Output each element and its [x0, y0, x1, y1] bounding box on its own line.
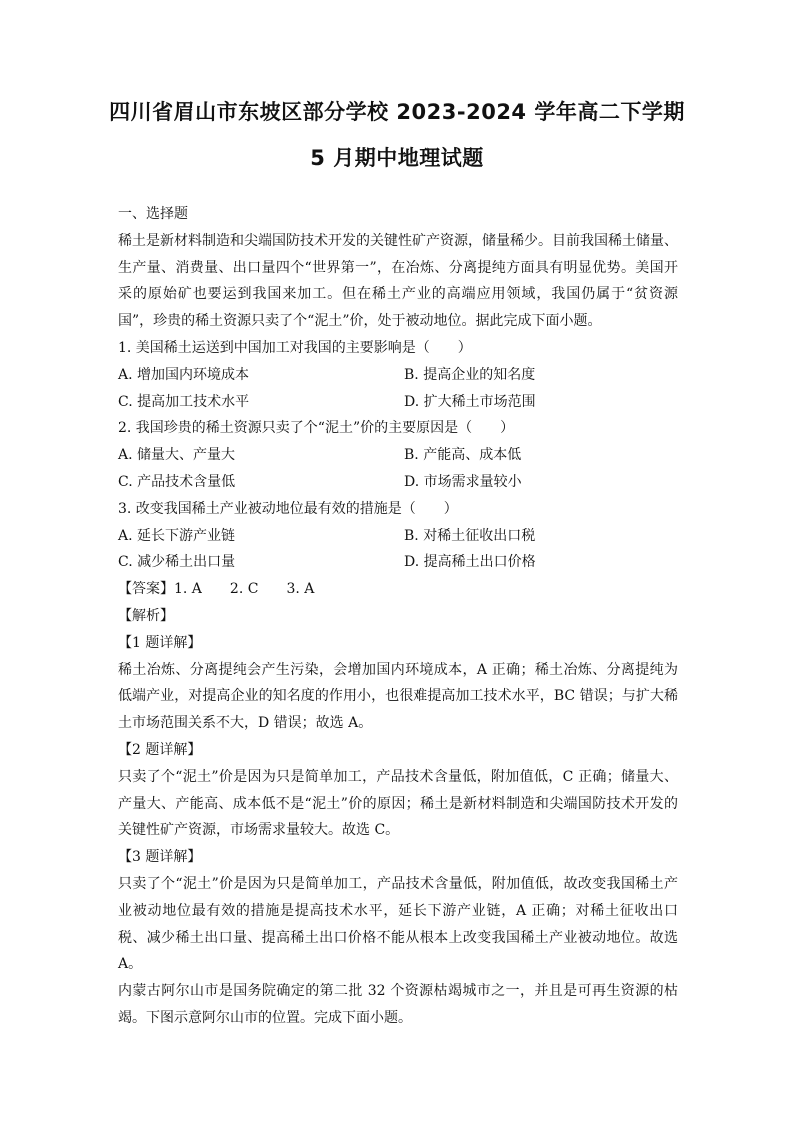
- question-3-options-row-1: [118, 523, 678, 550]
- question-2-option-d: D. 市场需求量较小: [404, 473, 522, 490]
- question-3-option-c: C. 减少稀土出口量: [118, 554, 236, 571]
- passage-2: 内蒙古阿尔山市是国务院确定的第二批 32 个资源枯竭城市之一，并且是可再生资源的枯竭。下图示意阿尔山市的位置。完成下面小题。: [118, 983, 678, 1026]
- detail-1-label: 【1 题详解】: [118, 634, 202, 651]
- question-2-options-row-1: [118, 442, 678, 469]
- detail-3-label: 【3 题详解】: [118, 849, 202, 866]
- question-1-stem: 1. 美国稀土运送到中国加工对我国的主要影响是（ ）: [118, 339, 472, 356]
- question-2-options-row-2: [118, 469, 678, 496]
- question-2-option-a: A. 储量大、产量大: [118, 447, 236, 464]
- question-2-stem: 2. 我国珍贵的稀土资源只卖了个“泥土”价的主要原因是（ ）: [118, 420, 515, 437]
- question-1-option-c: C. 提高加工技术水平: [118, 393, 250, 410]
- document-title-line-1: 四川省眉山市东坡区部分学校 2023-2024 学年高二下学期: [109, 100, 685, 124]
- section-heading: 一、选择题: [118, 206, 188, 222]
- answer-2: 2. C: [229, 581, 259, 598]
- question-3-option-d: D. 提高稀土出口价格: [404, 554, 536, 571]
- question-3-option-b: B. 对稀土征收出口税: [404, 527, 536, 544]
- answer-label: 【答案】: [118, 581, 174, 598]
- document-body: [118, 201, 678, 1032]
- detail-3-text: 只卖了个“泥土”价是因为只是简单加工，产品技术含量低，附加值低，故改变我国稀土产业被动地位最有效的措施是提高技术水平，延长下游产业链，A 正确；对稀土征收出口税、减少稀土出口量、提高稀土出口价格不能从根本上改变我国稀土产业被动地位。故选 A。: [118, 875, 678, 973]
- detail-2-text: 只卖了个“泥土”价是因为只是简单加工，产品技术含量低，附加值低，C 正确；储量大、产量大、产能高、成本低不是“泥土”价的原因；稀土是新材料制造和尖端国防技术开发的关键性矿产资源，市场需求量较大。故选 C。: [118, 768, 678, 839]
- answer-3: 3. A: [286, 581, 315, 598]
- question-1-option-a: A. 增加国内环境成本: [118, 366, 250, 383]
- question-1-option-d: D. 扩大稀土市场范围: [404, 393, 536, 410]
- question-2-option-c: C. 产品技术含量低: [118, 473, 236, 490]
- answer-1: 1. A: [174, 581, 202, 598]
- question-3-stem: 3. 改变我国稀土产业被动地位最有效的措施是（ ）: [118, 500, 458, 517]
- question-1-option-b: B. 提高企业的知名度: [404, 366, 536, 383]
- question-2-option-b: B. 产能高、成本低: [404, 447, 522, 464]
- question-1-options-row-1: [118, 362, 678, 389]
- passage-1: 稀土是新材料制造和尖端国防技术开发的关键性矿产资源，储量稀少。目前我国稀土储量、生产量、消费量、出口量四个“世界第一”，在冶炼、分离提纯方面具有明显优势。美国开采的原始矿也要运到我国来加工。但在稀土产业的高端应用领域，我国仍属于“贫资源国”，珍贵的稀土资源只卖了个“泥土”价，处于被动地位。据此完成下面小题。: [118, 232, 678, 330]
- question-3-option-a: A. 延长下游产业链: [118, 527, 236, 544]
- question-1-options-row-2: [118, 389, 678, 416]
- detail-2-label: 【2 题详解】: [118, 741, 202, 758]
- answer-line: [118, 576, 678, 603]
- document-title-line-2: 5 月期中地理试题: [310, 146, 484, 170]
- detail-1-text: 稀土冶炼、分离提纯会产生污染，会增加国内环境成本，A 正确；稀土冶炼、分离提纯为低端产业，对提高企业的知名度的作用小，也很难提高加工技术水平，BC 错误；与扩大稀土市场范围关系不大，D 错误；故选 A。: [118, 661, 678, 732]
- analysis-label: 【解析】: [118, 607, 174, 624]
- question-3-options-row-2: [118, 549, 678, 576]
